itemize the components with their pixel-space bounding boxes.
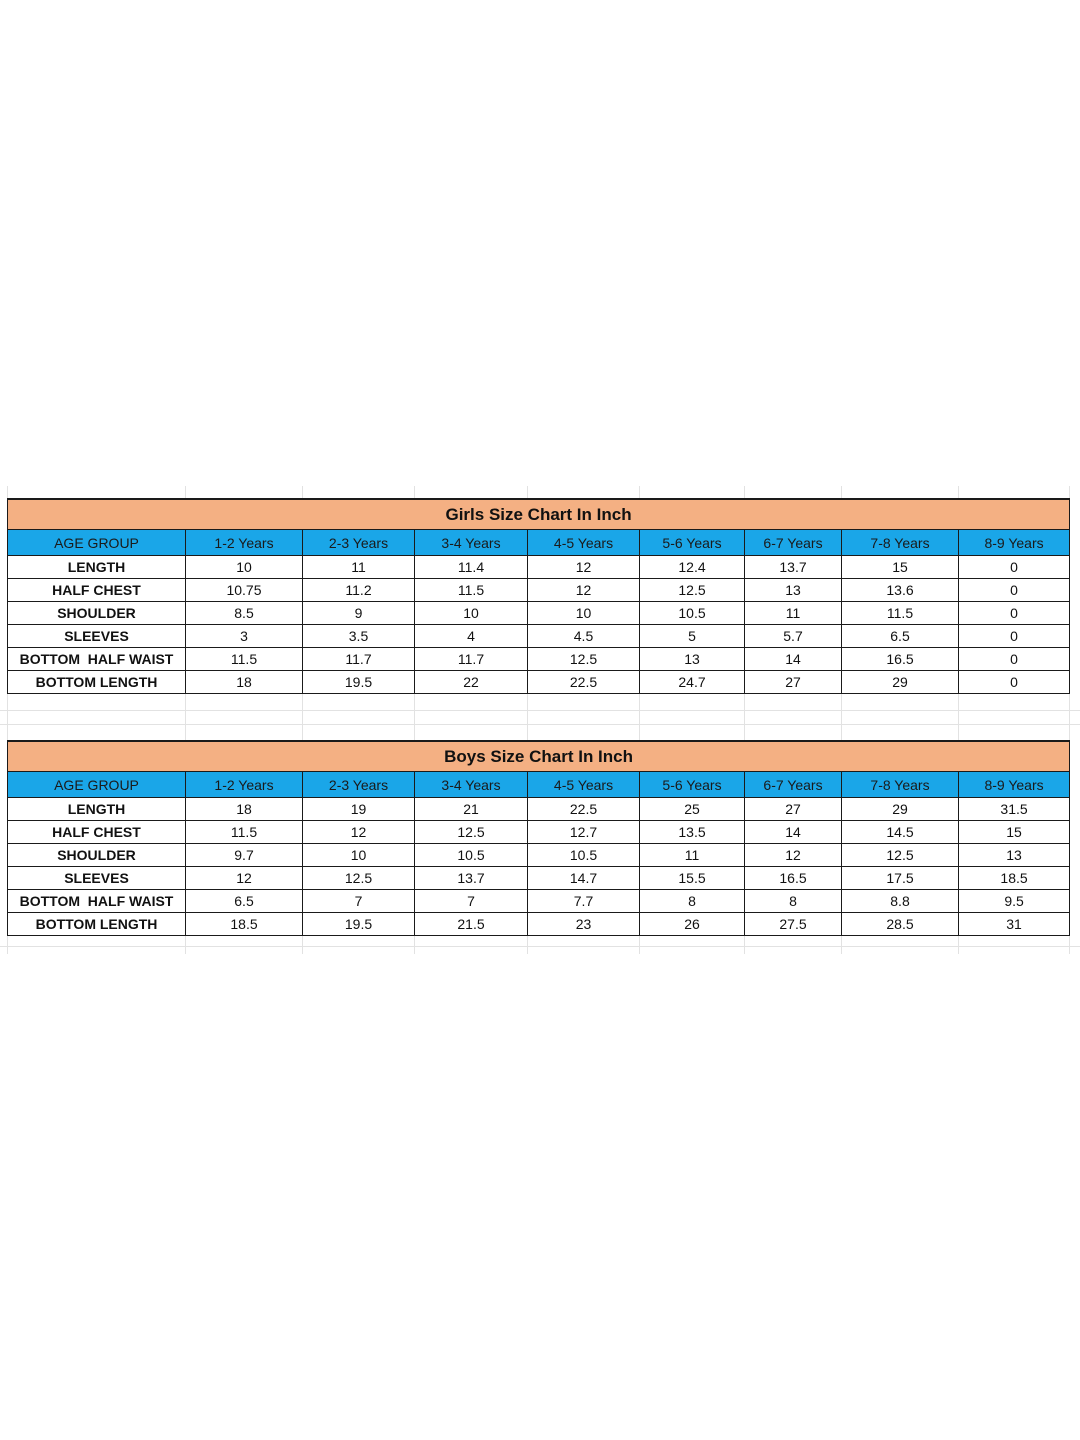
girls-title-row bbox=[8, 499, 1070, 530]
table-cell: 12 bbox=[303, 821, 415, 844]
table-row bbox=[8, 867, 1070, 890]
table-row bbox=[8, 556, 1070, 579]
table-cell: 13.7 bbox=[415, 867, 528, 890]
table-cell: 13.5 bbox=[640, 821, 745, 844]
table-cell: 0 bbox=[959, 625, 1070, 648]
table-cell: 19 bbox=[303, 798, 415, 821]
table-cell: 6.5 bbox=[186, 890, 303, 913]
table-cell: 18.5 bbox=[959, 867, 1070, 890]
table-cell: 12.4 bbox=[640, 556, 745, 579]
table-cell: 13 bbox=[745, 579, 842, 602]
row-label: LENGTH bbox=[8, 556, 186, 579]
table-cell: 12 bbox=[745, 844, 842, 867]
table-cell: 19.5 bbox=[303, 913, 415, 936]
table-cell: 29 bbox=[842, 671, 959, 694]
table-row bbox=[8, 890, 1070, 913]
table-cell: 13 bbox=[640, 648, 745, 671]
header-cell: 5-6 Years bbox=[640, 772, 745, 798]
table-cell: 21 bbox=[415, 798, 528, 821]
table-cell: 10.5 bbox=[640, 602, 745, 625]
table-cell: 11.5 bbox=[415, 579, 528, 602]
table-cell: 14 bbox=[745, 821, 842, 844]
row-label: BOTTOM LENGTH bbox=[8, 671, 186, 694]
row-label: SHOULDER bbox=[8, 602, 186, 625]
table-cell: 24.7 bbox=[640, 671, 745, 694]
table-cell: 7.7 bbox=[528, 890, 640, 913]
boys-size-chart-table bbox=[7, 740, 1070, 936]
row-label: SHOULDER bbox=[8, 844, 186, 867]
table-cell: 3 bbox=[186, 625, 303, 648]
table-cell: 17.5 bbox=[842, 867, 959, 890]
table-row bbox=[8, 671, 1070, 694]
table-cell: 7 bbox=[303, 890, 415, 913]
table-cell: 31.5 bbox=[959, 798, 1070, 821]
table-row bbox=[8, 913, 1070, 936]
table-cell: 13 bbox=[959, 844, 1070, 867]
table-cell: 3.5 bbox=[303, 625, 415, 648]
table-cell: 16.5 bbox=[745, 867, 842, 890]
table-cell: 8 bbox=[640, 890, 745, 913]
row-label: HALF CHEST bbox=[8, 579, 186, 602]
girls-size-chart-table bbox=[7, 498, 1070, 694]
table-cell: 12 bbox=[528, 579, 640, 602]
header-cell: 3-4 Years bbox=[415, 530, 528, 556]
table-row bbox=[8, 798, 1070, 821]
table-cell: 13.6 bbox=[842, 579, 959, 602]
header-cell: 6-7 Years bbox=[745, 530, 842, 556]
table-cell: 18 bbox=[186, 798, 303, 821]
table-cell: 29 bbox=[842, 798, 959, 821]
table-cell: 15 bbox=[959, 821, 1070, 844]
table-row bbox=[8, 602, 1070, 625]
header-cell: 7-8 Years bbox=[842, 772, 959, 798]
table-cell: 11 bbox=[745, 602, 842, 625]
table-cell: 14 bbox=[745, 648, 842, 671]
girls-header-row bbox=[8, 530, 1070, 556]
table-cell: 7 bbox=[415, 890, 528, 913]
table-cell: 8.8 bbox=[842, 890, 959, 913]
boys-title-row bbox=[8, 741, 1070, 772]
table-cell: 12.5 bbox=[842, 844, 959, 867]
row-label: LENGTH bbox=[8, 798, 186, 821]
table-cell: 10.75 bbox=[186, 579, 303, 602]
table-cell: 10 bbox=[186, 556, 303, 579]
table-cell: 28.5 bbox=[842, 913, 959, 936]
table-cell: 12.5 bbox=[415, 821, 528, 844]
table-cell: 12.5 bbox=[303, 867, 415, 890]
table-cell: 27 bbox=[745, 798, 842, 821]
table-row bbox=[8, 579, 1070, 602]
table-cell: 15 bbox=[842, 556, 959, 579]
table-row bbox=[8, 648, 1070, 671]
table-cell: 13.7 bbox=[745, 556, 842, 579]
table-cell: 10 bbox=[303, 844, 415, 867]
table-cell: 11 bbox=[303, 556, 415, 579]
header-cell: 4-5 Years bbox=[528, 530, 640, 556]
table-cell: 25 bbox=[640, 798, 745, 821]
table-cell: 31 bbox=[959, 913, 1070, 936]
table-row bbox=[8, 625, 1070, 648]
table-cell: 14.5 bbox=[842, 821, 959, 844]
table-cell: 10.5 bbox=[528, 844, 640, 867]
header-cell: 7-8 Years bbox=[842, 530, 959, 556]
table-cell: 11.5 bbox=[842, 602, 959, 625]
row-label: BOTTOM HALF WAIST bbox=[8, 648, 186, 671]
header-cell: 2-3 Years bbox=[303, 772, 415, 798]
table-row bbox=[8, 844, 1070, 867]
header-cell: 1-2 Years bbox=[186, 530, 303, 556]
row-label: SLEEVES bbox=[8, 625, 186, 648]
table-cell: 10.5 bbox=[415, 844, 528, 867]
table-cell: 14.7 bbox=[528, 867, 640, 890]
table-cell: 0 bbox=[959, 648, 1070, 671]
header-cell: AGE GROUP bbox=[8, 772, 186, 798]
table-cell: 26 bbox=[640, 913, 745, 936]
table-cell: 4 bbox=[415, 625, 528, 648]
header-cell: AGE GROUP bbox=[8, 530, 186, 556]
table-cell: 12 bbox=[528, 556, 640, 579]
table-cell: 11.4 bbox=[415, 556, 528, 579]
table-cell: 9.7 bbox=[186, 844, 303, 867]
table-cell: 22.5 bbox=[528, 798, 640, 821]
table-cell: 12.7 bbox=[528, 821, 640, 844]
girls-chart-title: Girls Size Chart In Inch bbox=[8, 499, 1070, 530]
table-cell: 23 bbox=[528, 913, 640, 936]
table-cell: 12 bbox=[186, 867, 303, 890]
table-cell: 9 bbox=[303, 602, 415, 625]
table-cell: 12.5 bbox=[640, 579, 745, 602]
table-cell: 4.5 bbox=[528, 625, 640, 648]
header-cell: 4-5 Years bbox=[528, 772, 640, 798]
table-cell: 11.5 bbox=[186, 648, 303, 671]
header-cell: 3-4 Years bbox=[415, 772, 528, 798]
table-cell: 15.5 bbox=[640, 867, 745, 890]
table-cell: 5.7 bbox=[745, 625, 842, 648]
table-cell: 12.5 bbox=[528, 648, 640, 671]
table-cell: 19.5 bbox=[303, 671, 415, 694]
header-cell: 8-9 Years bbox=[959, 772, 1070, 798]
table-cell: 11.7 bbox=[415, 648, 528, 671]
header-cell: 6-7 Years bbox=[745, 772, 842, 798]
row-label: HALF CHEST bbox=[8, 821, 186, 844]
table-cell: 11.5 bbox=[186, 821, 303, 844]
boys-header-row bbox=[8, 772, 1070, 798]
table-cell: 5 bbox=[640, 625, 745, 648]
row-label: BOTTOM HALF WAIST bbox=[8, 890, 186, 913]
table-cell: 6.5 bbox=[842, 625, 959, 648]
table-cell: 0 bbox=[959, 556, 1070, 579]
table-cell: 18.5 bbox=[186, 913, 303, 936]
table-cell: 10 bbox=[415, 602, 528, 625]
table-cell: 10 bbox=[528, 602, 640, 625]
table-cell: 27 bbox=[745, 671, 842, 694]
row-label: BOTTOM LENGTH bbox=[8, 913, 186, 936]
table-cell: 18 bbox=[186, 671, 303, 694]
boys-chart-title: Boys Size Chart In Inch bbox=[8, 741, 1070, 772]
table-cell: 16.5 bbox=[842, 648, 959, 671]
header-cell: 8-9 Years bbox=[959, 530, 1070, 556]
table-cell: 8 bbox=[745, 890, 842, 913]
table-cell: 9.5 bbox=[959, 890, 1070, 913]
table-cell: 11 bbox=[640, 844, 745, 867]
header-cell: 1-2 Years bbox=[186, 772, 303, 798]
table-cell: 8.5 bbox=[186, 602, 303, 625]
table-row bbox=[8, 821, 1070, 844]
table-cell: 0 bbox=[959, 671, 1070, 694]
table-cell: 0 bbox=[959, 579, 1070, 602]
table-cell: 22.5 bbox=[528, 671, 640, 694]
table-cell: 27.5 bbox=[745, 913, 842, 936]
table-cell: 22 bbox=[415, 671, 528, 694]
table-cell: 11.2 bbox=[303, 579, 415, 602]
header-cell: 5-6 Years bbox=[640, 530, 745, 556]
header-cell: 2-3 Years bbox=[303, 530, 415, 556]
table-cell: 0 bbox=[959, 602, 1070, 625]
table-cell: 11.7 bbox=[303, 648, 415, 671]
table-cell: 21.5 bbox=[415, 913, 528, 936]
row-label: SLEEVES bbox=[8, 867, 186, 890]
